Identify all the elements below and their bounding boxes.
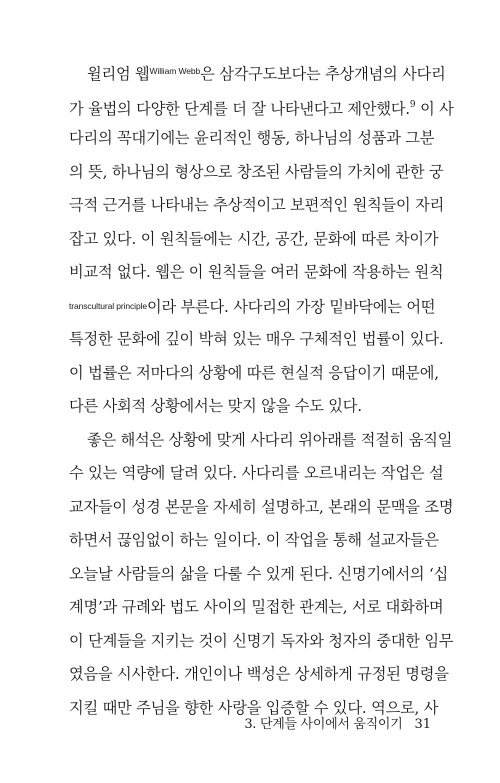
footnote-marker: 9: [409, 99, 416, 110]
paragraph-1-line-2: [69, 89, 454, 123]
text-span: 이 사: [415, 99, 454, 118]
text-span: 가 율법의 다양한 단계를 더 잘 나타낸다고 제안했다.: [69, 99, 410, 118]
paragraph-1-line-6: 잡고 있다. 이 원칙들에는 시간, 공간, 문화에 따른 차이가: [69, 229, 439, 248]
english-name: William Webb: [149, 66, 201, 76]
page-footer: [244, 713, 431, 732]
paragraph-1-line-10: 이 법률은 저마다의 상황에 따른 현실적 응답이기 때문에,: [69, 363, 439, 382]
text-span: 은 삼각구도보다는 추상개념의 사다리: [200, 65, 446, 83]
paragraph-1-line-11: 다른 사회적 상황에서는 맞지 않을 수도 있다.: [69, 397, 362, 415]
text-span: 이라 부른다. 사다리의 가장 밑바닥에는 어떤: [147, 297, 436, 316]
paragraph-1-line-4: 의 뜻, 하나님의 형상으로 창조된 사람들의 가치에 관한 궁: [69, 162, 444, 181]
paragraph-1-line-5: 극적 근거를 나타내는 추상적이고 보편적인 원칙들이 자리: [69, 196, 445, 214]
paragraph-2-line-8: 였음을 시사한다. 개인이나 백성은 상세하게 규정된 명령을: [69, 665, 449, 683]
english-term: transcultural principle: [69, 300, 148, 311]
paragraph-2-line-1: 좋은 해석은 상황에 맞게 사다리 위아래를 적절히 움직일: [87, 430, 453, 449]
paragraph-2-line-7: 이 단계들을 지키는 것이 신명기 독자와 청자의 중대한 임무: [69, 631, 454, 650]
paragraph-1-line-9: 특정한 문화에 깊이 박혀 있는 매우 구체적인 법률이 있다.: [69, 330, 444, 348]
paragraph-1-line-1: [69, 55, 446, 89]
paragraph-2-line-6: 계명’과 규례와 법도 사이의 밀접한 관계는, 서로 대화하며: [69, 598, 444, 616]
paragraph-2-line-4: 하면서 끊임없이 하는 일이다. 이 작업을 통해 설교자들은: [69, 531, 439, 549]
body-text: [69, 55, 454, 725]
running-chapter-title: 3. 단계들 사이에서 움직이기: [244, 717, 403, 732]
paragraph-2-line-2: 수 있는 역량에 달려 있다. 사다리를 오르내리는 작업은 설: [69, 464, 444, 482]
paragraph-2-line-5: 오늘날 사람들의 삶을 다룰 수 있게 된다. 신명기에서의 ‘십: [69, 564, 449, 583]
paragraph-2-line-3: 교자들이 성경 본문을 자세히 설명하고, 본래의 문맥을 조명: [69, 497, 454, 516]
paragraph-2-line-9: 지킬 때만 주님을 향한 사랑을 입증할 수 있다. 역으로, 사: [69, 698, 439, 717]
page-number: 31: [414, 717, 431, 732]
paragraph-1-line-3: 다리의 꼭대기에는 윤리적인 행동, 하나님의 성품과 그분: [69, 129, 435, 147]
text-span: 윌리엄 웹: [87, 65, 150, 83]
paragraph-1-line-8: [69, 290, 436, 324]
paragraph-1-line-7: 비교적 없다. 웹은 이 원칙들을 여러 문화에 작용하는 원칙: [69, 263, 444, 281]
